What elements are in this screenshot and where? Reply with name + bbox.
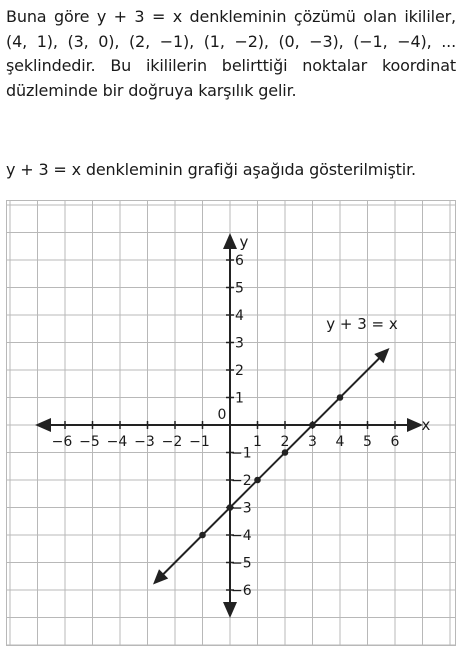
y-tick-label: 2 [235, 363, 244, 379]
paragraph-solutions: Buna göre y + 3 = x denkleminin çözümü olan ikililer, (4, 1), (3, 0), (2, −1), (1, −2), (0, −3), (−1, −4), ... şeklindedir. Bu ikililerin belirttiği noktalar koordinat düzleminde bir doğruya karşılık gelir. [6, 7, 456, 100]
x-tick-label: −5 [79, 434, 100, 450]
solution-point [254, 477, 261, 484]
y-tick-label: −3 [231, 500, 252, 517]
y-tick-label: −1 [231, 445, 252, 462]
x-tick-label: −1 [189, 434, 210, 450]
y-tick-label: 3 [235, 335, 244, 352]
x-tick-label: −2 [161, 434, 183, 450]
y-tick-label: 4 [235, 308, 244, 324]
x-tick-label: −4 [106, 434, 128, 450]
y-axis-down-arrow [223, 602, 237, 618]
y-tick-label: 6 [235, 253, 244, 269]
x-tick-label: −6 [51, 434, 73, 450]
y-tick-label: −5 [231, 555, 252, 572]
x-tick-label: 3 [308, 434, 317, 450]
axes [35, 233, 423, 618]
x-axis-label: x [421, 416, 431, 434]
x-tick-label: −3 [134, 434, 155, 450]
y-axis-up-arrow [223, 233, 237, 249]
x-tick-label: 1 [253, 434, 262, 450]
solution-point [199, 532, 206, 539]
y-tick-label: 1 [235, 390, 244, 407]
y-tick-label: 5 [235, 280, 244, 297]
equation-line [153, 348, 390, 585]
coordinate-plane-graph [6, 200, 456, 646]
solution-point [309, 422, 316, 429]
x-tick-label: 2 [280, 434, 290, 450]
y-tick-label: −4 [231, 528, 252, 544]
equation-label: y + 3 = x [326, 314, 398, 333]
x-tick-label: 6 [390, 434, 400, 450]
x-tick-label: 5 [363, 434, 372, 450]
solution-point [337, 394, 344, 401]
equation-line-path [161, 356, 381, 576]
solution-point [282, 449, 289, 456]
x-tick-label: 4 [335, 434, 345, 450]
y-axis-label: y [239, 233, 249, 251]
paragraph-graph-intro: y + 3 = x denkleminin grafiği aşağıda gösterilmiştir. [6, 160, 416, 179]
origin-label: 0 [217, 407, 227, 423]
y-tick-label: −2 [231, 473, 252, 489]
y-tick-label: −6 [231, 583, 252, 599]
